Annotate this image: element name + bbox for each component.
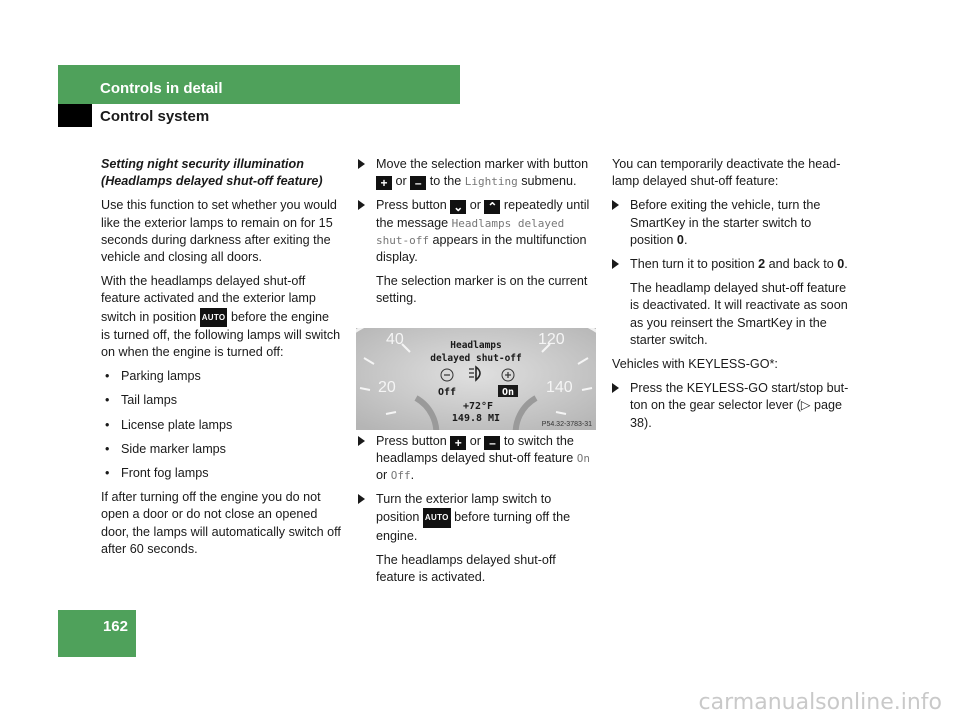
text-span: or: [395, 174, 407, 189]
text-span: appears in the multifunction display.: [376, 232, 587, 265]
gauge-label-left-bottom: 20: [378, 379, 396, 396]
list-item: • Front fog lamps: [101, 465, 341, 482]
text-span: to switch the headlamps delayed shut-off feature: [376, 433, 574, 465]
section-title: Controls in detail: [100, 80, 223, 97]
cluster-drawing: [356, 328, 596, 430]
step-turn-back: [612, 256, 857, 273]
step-arrow-icon: [612, 259, 619, 269]
paragraph-intro: You can temporarily deactivate the head-lamp delayed shut-off feature:: [612, 157, 841, 189]
step-note: The headlamps delayed shut-off feature is activated.: [376, 552, 556, 585]
minus-button-icon: –: [410, 176, 426, 190]
text-span: Press the KEYLESS-GO start/stop but-ton on the gear selector lever: [630, 381, 849, 413]
text-span: or: [469, 198, 481, 213]
text-span: Then turn it to position: [630, 257, 755, 272]
column-1: [101, 156, 341, 565]
paragraph-note: If after turning off the engine you do not open a door or do not close an opened door, the lamps will automatically switch off after 60 seconds.: [101, 490, 341, 556]
step-arrow-icon: [358, 159, 365, 169]
page-reference-link[interactable]: (▷ page 38).: [630, 398, 843, 430]
instrument-cluster-image: [356, 328, 596, 430]
setting-off: Off: [390, 469, 411, 483]
step-arrow-icon: [612, 200, 619, 210]
watermark: carmanualsonline.info: [698, 690, 942, 715]
display-off-option: Off: [438, 387, 457, 398]
image-reference-code: P54.32-3783-31: [541, 421, 592, 428]
section-tab-marker: [58, 104, 92, 127]
step-select-submenu: [358, 156, 598, 190]
display-title: Headlamps: [450, 340, 502, 351]
step-keyless-button: [612, 380, 857, 432]
keyless-go-heading: Vehicles with KEYLESS-GO*:: [612, 357, 778, 372]
paragraph-lamps: [101, 273, 341, 361]
text-span: or: [469, 433, 481, 448]
auto-switch-icon: AUTO: [200, 308, 228, 327]
text-span: before the engine is turned off, the following lamps will switch on when the engine is turned off:: [101, 309, 341, 360]
step-turn-key: [612, 197, 857, 249]
text-span: Press button: [376, 198, 447, 213]
key-position: 2: [758, 257, 766, 272]
text-span: and back to: [768, 257, 834, 272]
display-temperature: +72°F: [462, 401, 494, 412]
display-subtitle: delayed shut-off: [430, 353, 522, 364]
step-note: The selection marker is on the current setting.: [376, 274, 588, 306]
step-toggle-setting: [358, 433, 598, 485]
page-number-box: [58, 610, 136, 657]
list-item: • Parking lamps: [101, 368, 341, 385]
auto-switch-icon: AUTO: [423, 508, 451, 527]
text-span: before turning off the engine.: [376, 510, 571, 543]
scroll-down-button-icon: ⌃: [484, 200, 500, 214]
step-arrow-icon: [612, 383, 619, 393]
section-heading: Setting night security illumination (Headlamps delayed shut-off feature): [101, 157, 323, 189]
gauge-label-right-top: 120: [538, 331, 565, 348]
text-span: repeatedly until the message: [376, 198, 590, 230]
gauge-label-right-bottom: 140: [546, 379, 573, 396]
text-span: Move the selection marker with button: [376, 157, 589, 171]
key-position: 0: [837, 257, 845, 272]
text-span: submenu.: [521, 174, 577, 189]
scroll-up-button-icon: ⌄: [450, 200, 466, 214]
text-span: With the headlamps delayed shut-off feature activated and the exterior lamp switch in position: [101, 274, 316, 324]
step-find-message: [358, 197, 598, 266]
step-arrow-icon: [358, 436, 365, 446]
text-span: .: [410, 468, 415, 483]
minus-button-icon: –: [484, 436, 500, 450]
text-span: .: [683, 232, 688, 247]
column-3: [612, 156, 857, 439]
text-span: or: [376, 468, 388, 483]
list-item: • Side marker lamps: [101, 441, 341, 458]
setting-on: On: [576, 451, 590, 465]
text-span: Press button: [376, 433, 447, 448]
paragraph-intro: Use this function to set whether you would like the exterior lamps to remain on for 15 seconds during darkness after exiting the vehicle and closing all doors.: [101, 198, 337, 265]
list-item: • Tail lamps: [101, 392, 341, 409]
subsection-title: Control system: [100, 108, 210, 125]
page-number: 162: [102, 618, 128, 635]
display-odometer: 149.8 MI: [451, 413, 501, 424]
text-span: Before exiting the vehicle, turn the SmartKey in the starter switch to position: [630, 198, 821, 247]
menu-name: Lighting: [464, 175, 518, 189]
gauge-label-left-top: 40: [386, 331, 404, 348]
step-note: The headlamp delayed shut-off feature is deactivated. It will reactivate as soon as you reinsert the SmartKey in the starter switch.: [630, 281, 848, 347]
step-lamp-switch: [358, 491, 598, 545]
plus-button-icon: +: [450, 436, 466, 450]
plus-button-icon: +: [376, 176, 392, 190]
step-arrow-icon: [358, 200, 365, 210]
display-message: Headlamps delayed shut-off: [376, 216, 565, 247]
step-arrow-icon: [358, 494, 365, 504]
text-span: to the: [429, 174, 462, 189]
key-position: 0: [676, 232, 684, 247]
text-span: Turn the exterior lamp switch to position: [376, 492, 552, 525]
list-item: • License plate lamps: [101, 417, 341, 434]
display-on-option: On: [501, 387, 515, 398]
text-span: .: [844, 257, 848, 272]
